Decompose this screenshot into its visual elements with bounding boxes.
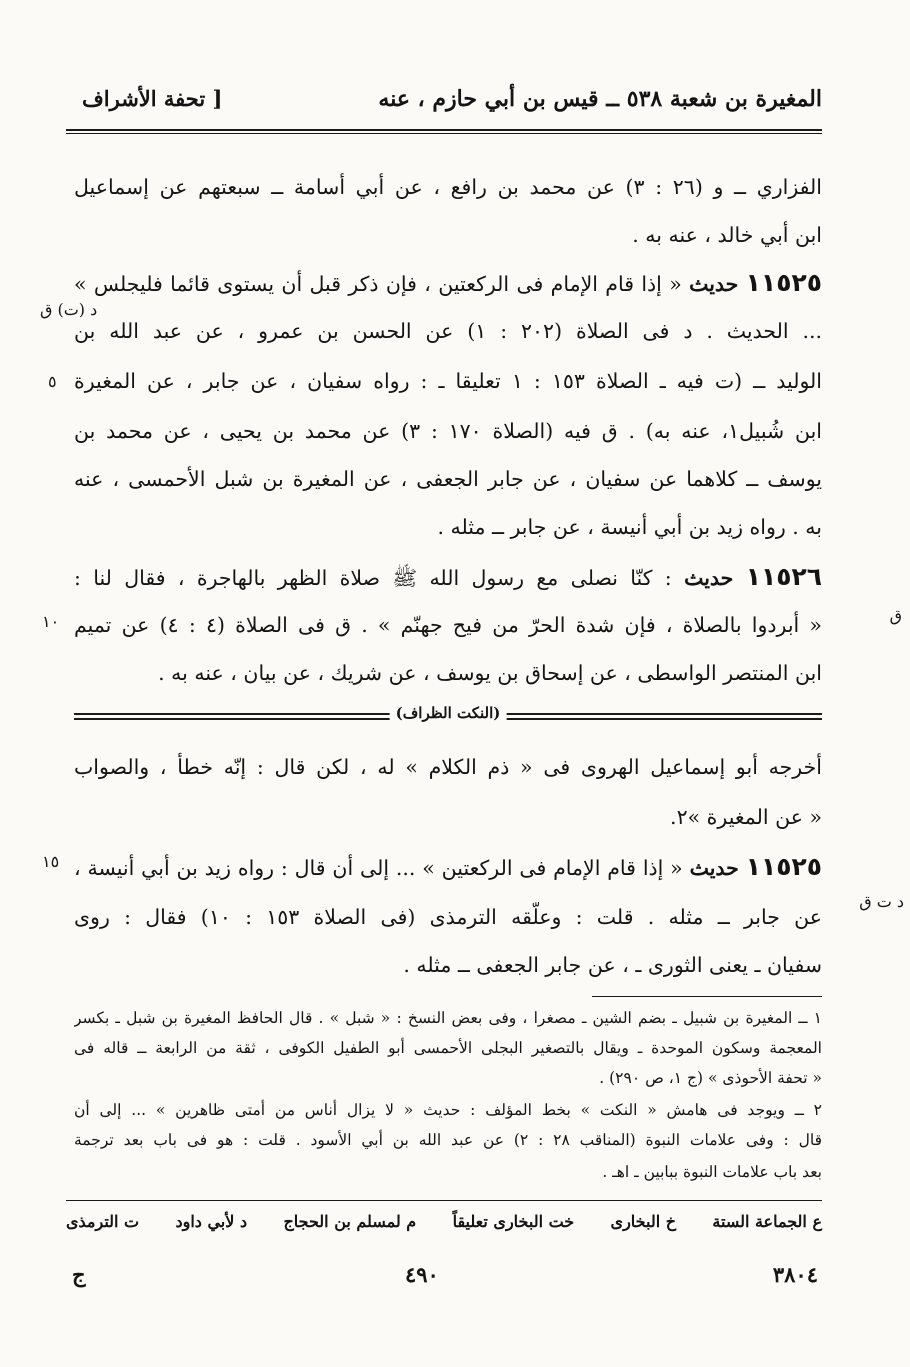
footer-volume-page: ٣٨٠٤	[772, 1262, 818, 1287]
nukat-line: سفيان ـ يعنى الثورى ـ ، عن جابر الجعفى ــ مثله .	[403, 953, 822, 977]
footnote-line: ٢ ــ ويوجد فى هامش « النكت » بخط المؤلف : حديث « لا يزال أناس من أمتى ظاهرين » ... إلى أن	[74, 1101, 822, 1119]
hadith-number: ١١٥٢٥	[745, 852, 822, 881]
legend-rule	[66, 1200, 822, 1201]
margin-line-number: ١٥	[42, 852, 60, 871]
page-number: ٤٩٠	[405, 1262, 439, 1287]
footnote-line: قال : وفى علامات النبوة (المناقب ٢٨ : ٢) عن عبد الله بن أبي الأسود . قلت : هو فى باب بعد ترجمة	[74, 1131, 822, 1149]
body-line: ابن أبي خالد ، عنه به .	[632, 223, 822, 247]
hadith-keyword: حديث	[689, 272, 739, 296]
header-rule-top	[66, 129, 822, 131]
header-left-title: [ تحفة الأشراف	[82, 86, 223, 111]
hadith-keyword: حديث	[689, 856, 739, 880]
legend-item: ت الترمذى	[66, 1212, 140, 1231]
footnote-separator	[592, 996, 822, 997]
footer-volume-mark: ج	[72, 1262, 86, 1287]
header-rule-bottom	[66, 133, 822, 134]
margin-sigla: ق	[889, 606, 902, 625]
margin-line-number: ٥	[48, 372, 57, 391]
hadith-keyword: حديث	[684, 566, 734, 590]
body-line: الوليد ــ (ت فيه ـ الصلاة ١٥٣ : ١ تعليقا ـ : رواه سفيان ، عن جابر ، عن المغيرة	[74, 369, 822, 393]
body-line: « أبردوا بالصلاة ، فإن شدة الحرّ من فيح جهنّم » . ق فى الصلاة (٤ : ٤) عن تميم	[74, 613, 822, 637]
hadith-number: ١١٥٢٦	[745, 562, 822, 591]
body-line: ابن المنتصر الواسطى ، عن إسحاق بن يوسف ، عن شريك ، عن بيان ، عنه به .	[158, 661, 822, 685]
margin-sigla: د (ت) ق	[40, 300, 98, 319]
body-line: الفزاري ــ و (٢٦ : ٣) عن محمد بن رافع ، عن أبي أسامة ــ سبعتهم عن إسماعيل	[74, 175, 822, 199]
body-line: يوسف ــ كلاهما عن سفيان ، عن جابر الجعفى ، عن المغيرة بن شبل الأحمسى ، عنه	[74, 467, 822, 491]
legend-item: خ البخارى	[610, 1212, 677, 1231]
hadith-number: ١١٥٢٥	[745, 268, 822, 297]
legend-item: د لأبي داود	[175, 1212, 248, 1231]
nukat-line: أخرجه أبو إسماعيل الهروى فى « ذم الكلام » له ، لكن قال : إنّه خطأ ، والصواب	[74, 755, 822, 779]
nukat-divider	[74, 704, 822, 728]
margin-line-number: ١٠	[42, 612, 60, 631]
sigla-legend	[66, 1212, 822, 1231]
nukat-hadith-line: ١١٥٢٥ حديث « إذا قام الإمام فى الركعتين » ... إلى أن قال : رواه زيد بن أبي أنيسة ،	[74, 852, 822, 881]
nukat-title: (النكت الظراف)	[390, 704, 507, 722]
hadith-line: ١١٥٢٦ حديث : كنّا نصلى مع رسول الله ﷺ صلاة الظهر بالهاجرة ، فقال لنا :	[74, 562, 822, 591]
nukat-line: « عن المغيرة »٢.	[670, 805, 822, 829]
header-right-title: المغيرة بن شعبة ٥٣٨ ــ قيس بن أبي حازم ، عنه	[378, 86, 822, 112]
hadith-line: ١١٥٢٥ حديث « إذا قام الإمام فى الركعتين ، فإن ذكر قبل أن يستوى قائما فليجلس »	[74, 268, 822, 297]
footnote-line: المعجمة وسكون الموحدة ـ ويقال بالتصغير البجلى الأحمسى أبو الطفيل الكوفى ، ثقة من الرابعة ــ قاله فى	[74, 1039, 822, 1057]
body-line: ... الحديث . د فى الصلاة (٢٠٢ : ١) عن الحسن بن عمرو ، عن عبد الله بن	[74, 319, 822, 343]
footnote-line: ١ ــ المغيرة بن شبيل ـ بضم الشين ـ مصغرا ، وفى بعض النسخ : « شبل » . قال الحافظ المغيرة بن شبل ـ بكسر	[74, 1009, 822, 1027]
running-header	[66, 82, 822, 122]
nukat-line: عن جابر ــ مثله . قلت : وعلّقه الترمذى (فى الصلاة ١٥٣ : ١٠) فقال : روى	[74, 905, 822, 929]
margin-sigla: د ت ق	[859, 892, 904, 911]
footnote-line: « تحفة الأحوذى » (ج ١، ص ٢٩٠) .	[599, 1069, 822, 1087]
legend-item: م لمسلم بن الحجاج	[283, 1212, 417, 1231]
legend-item: ع الجماعة الستة	[712, 1212, 822, 1231]
body-line: ابن شُبيل١، عنه به) . ق فيه (الصلاة ١٧٠ : ٣) عن محمد بن يحيى ، عن محمد بن	[74, 419, 822, 443]
legend-item: خت البخارى تعليقاً	[452, 1212, 575, 1231]
footnote-line: بعد باب علامات النبوة ببابين ـ اهـ .	[602, 1163, 822, 1181]
body-line: به . رواه زيد بن أبي أنيسة ، عن جابر ــ مثله .	[437, 515, 822, 539]
